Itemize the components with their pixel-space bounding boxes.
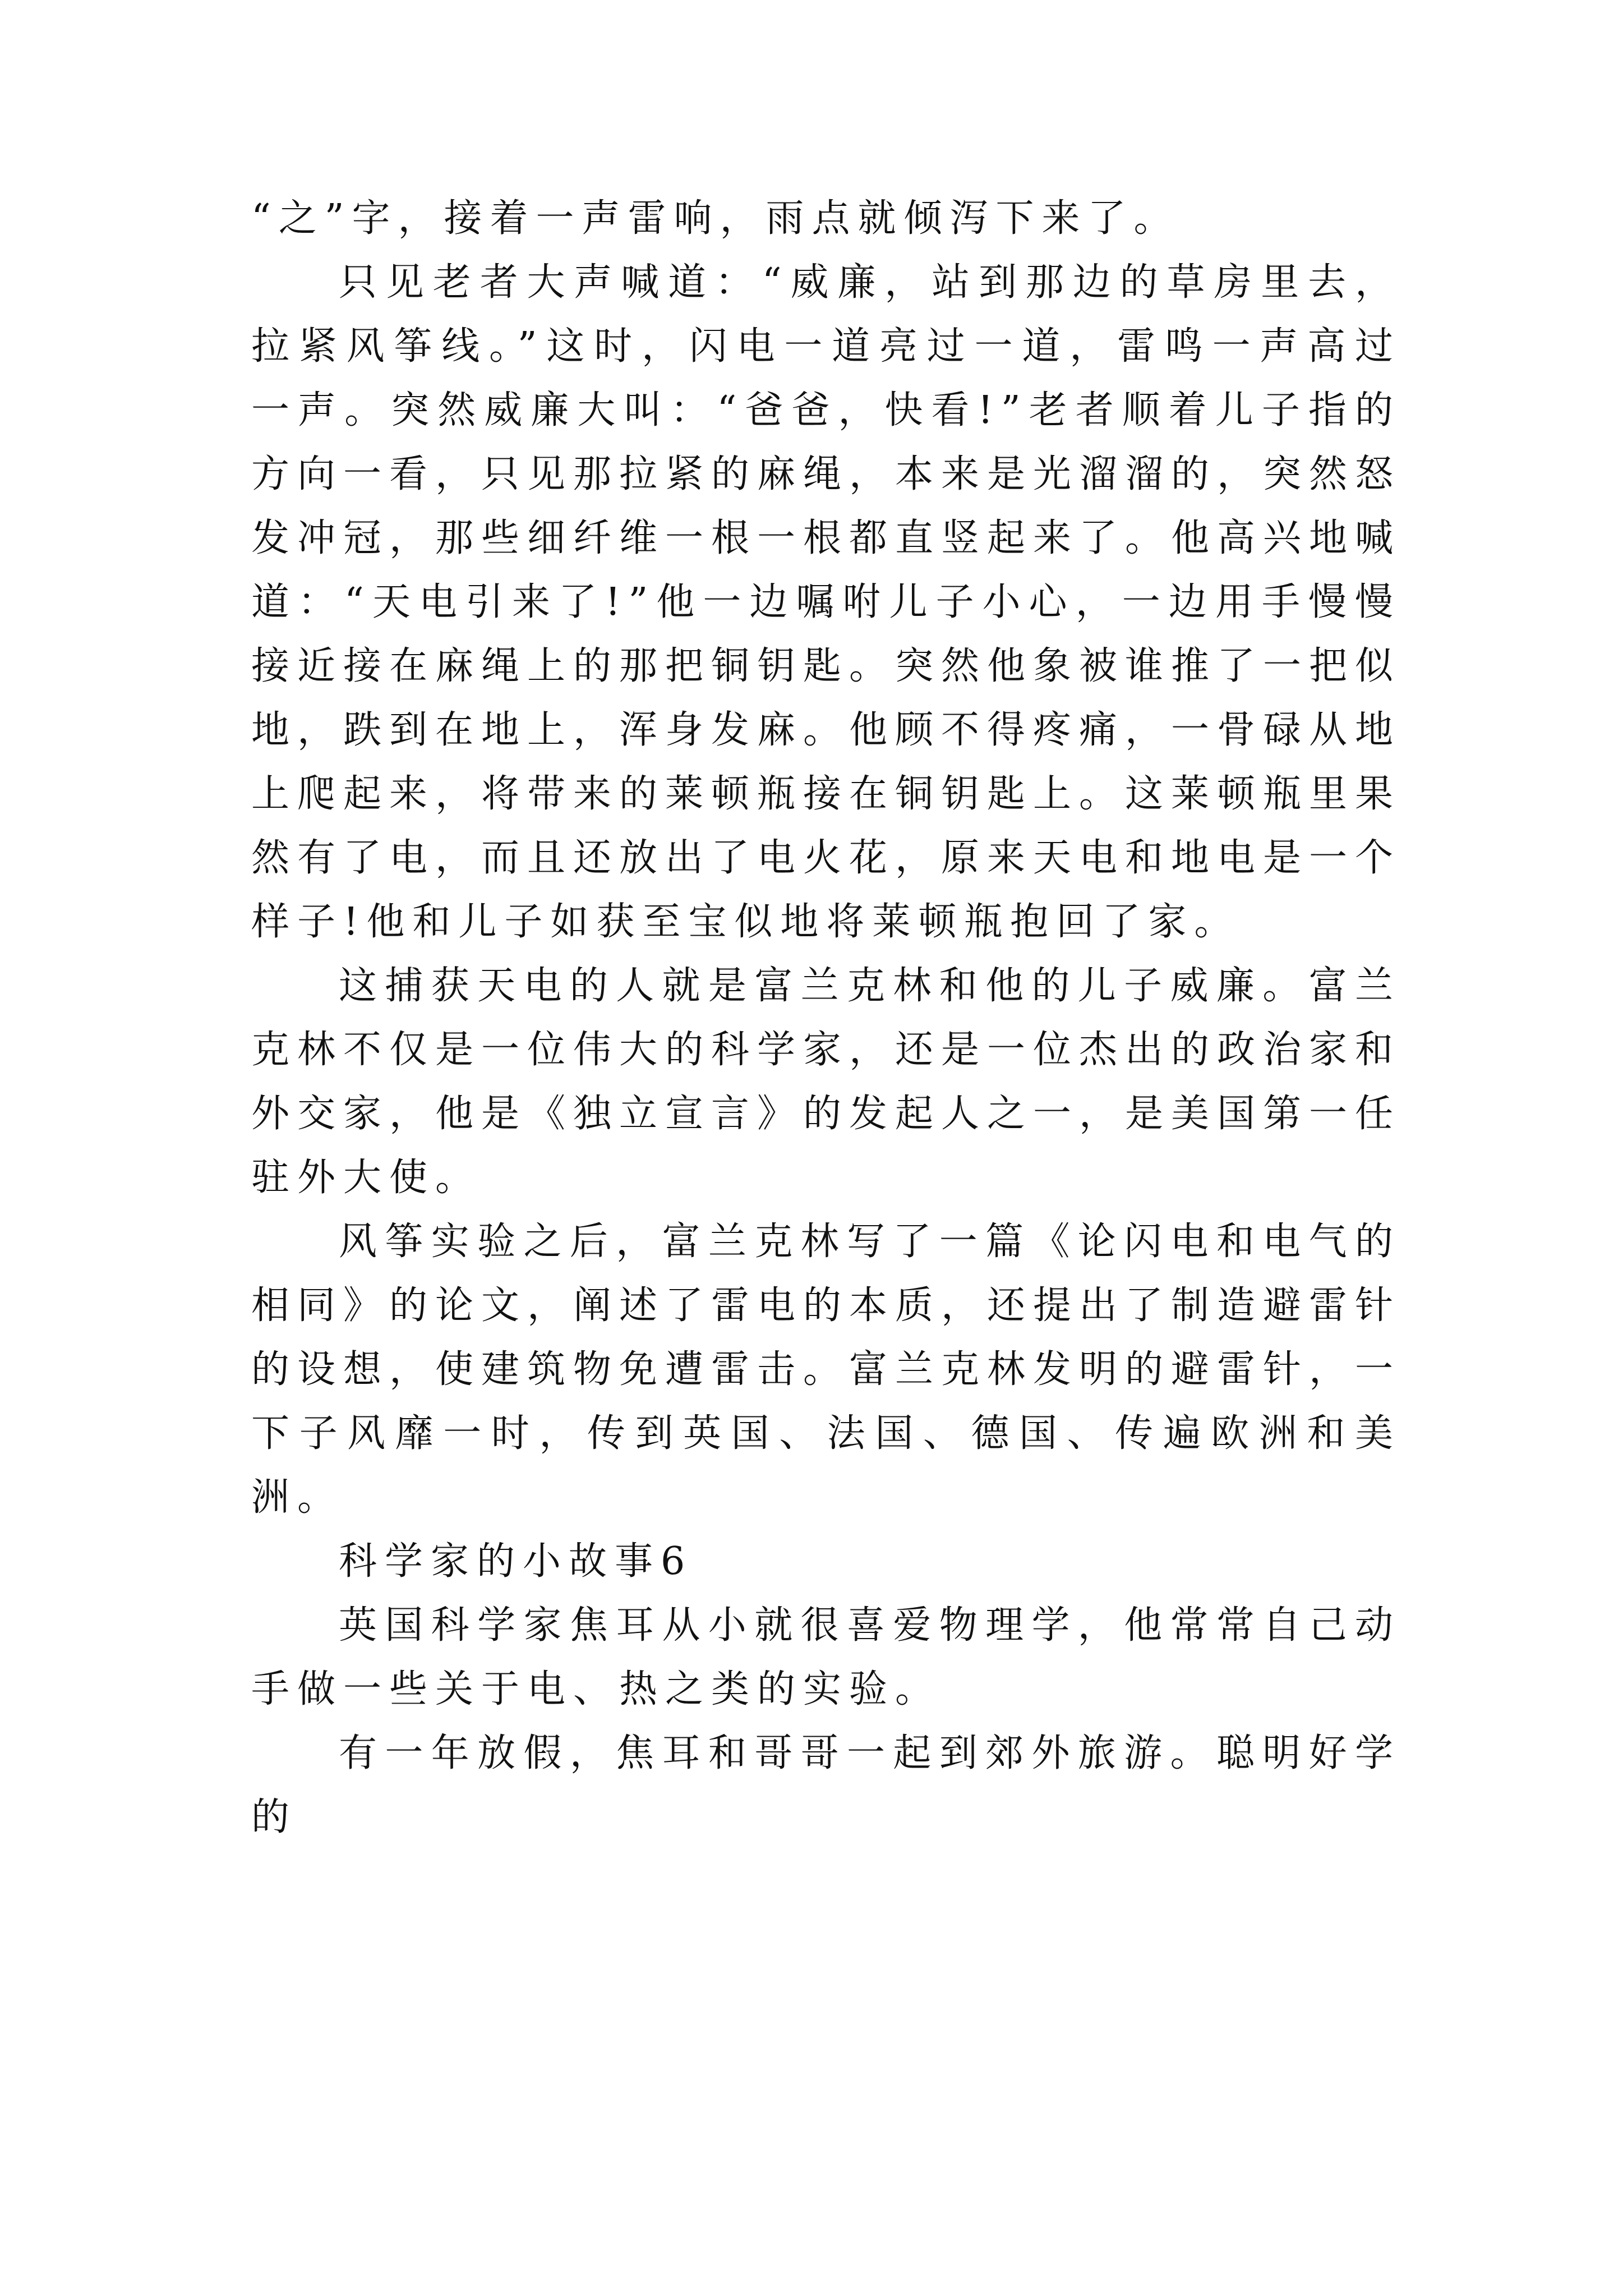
paragraph-2: 只见老者大声喊道：“威廉，站到那边的草房里去，拉紧风筝线。”这时，闪电一道亮过一道，雷鸣一声高过一声。突然威廉大叫：“爸爸，快看!”老者顺着儿子指的方向一看，只见那拉紧的麻绳，本来是光溜溜的，突然怒发冲冠，那些细纤维一根一根都直竖起来了。他高兴地喊道：“天电引来了!”他一边嘱咐儿子小心，一边用手慢慢接近接在麻绳上的那把铜钥匙。突然他象被谁推了一把似地，跌到在地上，浑身发麻。他顾不得疼痛，一骨碌从地上爬起来，将带来的莱顿瓶接在铜钥匙上。这莱顿瓶里果然有了电，而且还放出了电火花，原来天电和地电是一个样子!他和儿子如获至宝似地将莱顿瓶抱回了家。	[251, 260, 1401, 944]
section-heading: 科学家的小故事6	[339, 1539, 693, 1584]
paragraph-4: 风筝实验之后，富兰克林写了一篇《论闪电和电气的相同》的论文，阐述了雷电的本质，还提出了制造避雷针的设想，使建筑物免遭雷击。富兰克林发明的避雷针，一下子风靡一时，传到英国、法国、德国、传遍欧洲和美洲。	[251, 1220, 1401, 1520]
paragraph-5: 英国科学家焦耳从小就很喜爱物理学，他常常自己动手做一些关于电、热之类的实验。	[251, 1603, 1401, 1711]
paragraph-1: “之”字，接着一声雷响，雨点就倾泻下来了。	[251, 196, 1180, 241]
document-body	[251, 187, 1401, 1849]
paragraph-6: 有一年放假，焦耳和哥哥一起到郊外旅游。聪明好学的	[251, 1731, 1401, 1839]
paragraph-3: 这捕获天电的人就是富兰克林和他的儿子威廉。富兰克林不仅是一位伟大的科学家，还是一位杰出的政治家和外交家，他是《独立宣言》的发起人之一，是美国第一任驻外大使。	[251, 964, 1401, 1200]
